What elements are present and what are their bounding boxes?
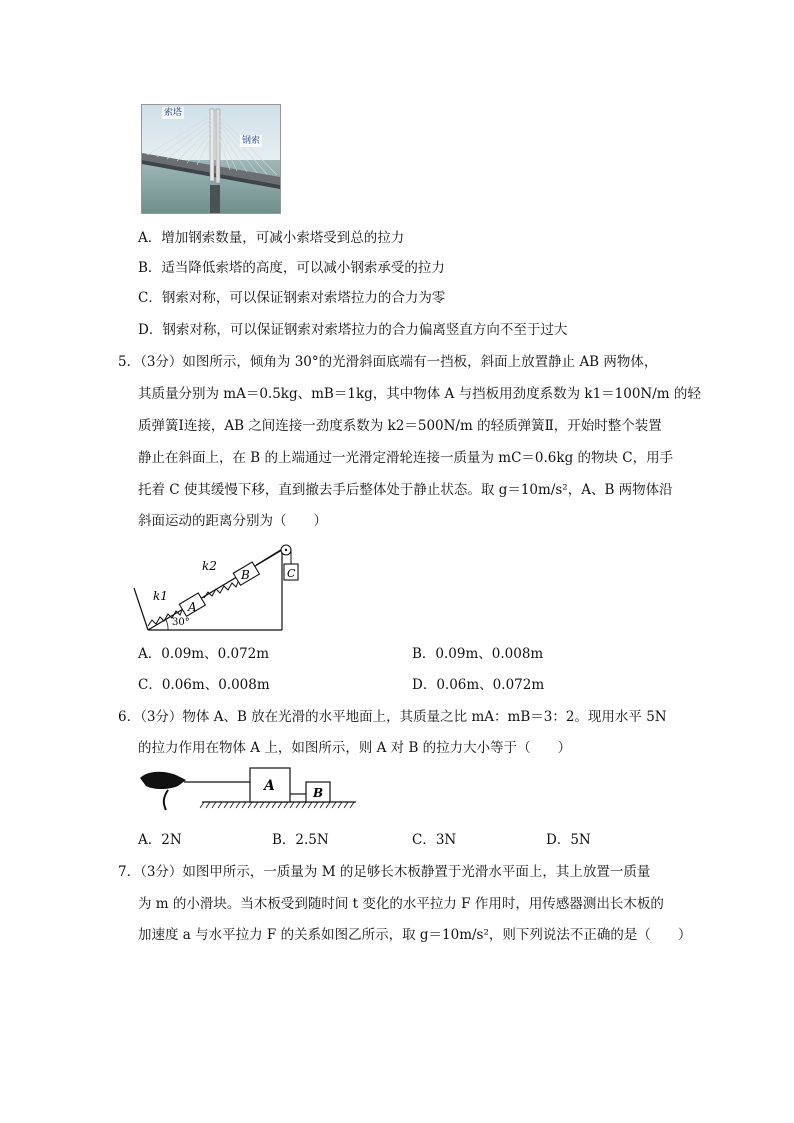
q6-option-d: D．5N — [546, 832, 591, 848]
spring-k2 — [204, 582, 238, 598]
label-angle: 30° — [172, 617, 190, 628]
q5-line-3: 质弹簧Ⅰ连接，AB 之间连接一劲度系数为 k2＝500N/m 的轻质弹簧Ⅱ，开始时整个装置 — [138, 418, 662, 434]
q7-line-2: 为 m 的小滑块。当木板受到随时间 t 变化的水平拉力 F 作用时，用传感器测出长木板的 — [138, 896, 664, 912]
bridge-illustration — [142, 105, 280, 213]
label-a: A — [264, 778, 275, 794]
label-b: B — [313, 786, 324, 800]
label-k1: k1 — [153, 589, 168, 603]
q6-line-2: 的拉力作用在物体 A 上，如图所示，则 A 对 B 的拉力大小等于（ ） — [138, 740, 572, 756]
q7-line-1: 7．（3分）如图甲所示，一质量为 M 的足够长木板静置于光滑水平面上，其上放置一质量 — [118, 864, 651, 880]
q5-line-1: 5．（3分）如图所示，倾角为 30°的光滑斜面底端有一挡板，斜面上放置静止 AB 两物体， — [118, 354, 658, 370]
q6-option-a: A．2N — [138, 832, 182, 848]
q6-option-c: C．3N — [412, 832, 457, 848]
q4-option-d: D．钢索对称，可以保证钢索对索塔拉力的合力偏离竖直方向不至于过大 — [138, 322, 568, 338]
label-a: A — [188, 600, 197, 614]
label-c: C — [287, 567, 296, 580]
q5-line-6: 斜面运动的距离分别为（ ） — [138, 513, 327, 529]
q4-option-a: A．增加钢索数量，可减小索塔受到总的拉力 — [138, 230, 405, 246]
q5-option-a: A．0.09m、0.072m — [138, 646, 270, 662]
label-b: B — [241, 568, 250, 582]
q6-option-b: B．2.5N — [272, 832, 329, 848]
q5-line-2: 其质量分别为 mA＝0.5kg、mB＝1kg，其中物体 A 与挡板用劲度系数为 k1＝100N/m 的轻 — [138, 386, 701, 402]
label-k2: k2 — [202, 559, 217, 573]
q4-option-b: B．适当降低索塔的高度，可以减小钢索承受的拉力 — [138, 260, 445, 276]
q5-line-4: 静止在斜面上，在 B 的上端通过一光滑定滑轮连接一质量为 mC＝0.6kg 的物块 C，用手 — [138, 450, 674, 466]
cable-label: 钢索 — [242, 136, 261, 146]
hand-icon — [140, 772, 186, 789]
q5-option-b: B．0.09m、0.008m — [412, 646, 544, 662]
q4-option-c: C．钢索对称，可以保证钢索对索塔拉力的合力为零 — [138, 290, 446, 306]
incline-figure — [132, 538, 308, 634]
q5-line-5: 托着 C 使其缓慢下移，直到撤去手后整体处于静止状态。取 g＝10m/s²，A、B 两物体沿 — [138, 482, 673, 498]
bridge-photo — [141, 104, 281, 214]
incline-left-edge — [134, 588, 148, 630]
q5-option-c: C．0.06m、0.008m — [138, 677, 270, 693]
q7-line-3: 加速度 a 与水平拉力 F 的关系如图乙所示，取 g＝10m/s²，则下列说法不正确的是（ ） — [138, 927, 692, 943]
q6-line-1: 6．（3分）物体 A、B 放在光滑的水平地面上，其质量之比 mA：mB＝3：2。现用水平 5N — [118, 709, 667, 725]
pull-figure — [138, 764, 360, 814]
tower-label: 索塔 — [164, 108, 183, 118]
q5-option-d: D．0.06m、0.072m — [412, 677, 545, 693]
